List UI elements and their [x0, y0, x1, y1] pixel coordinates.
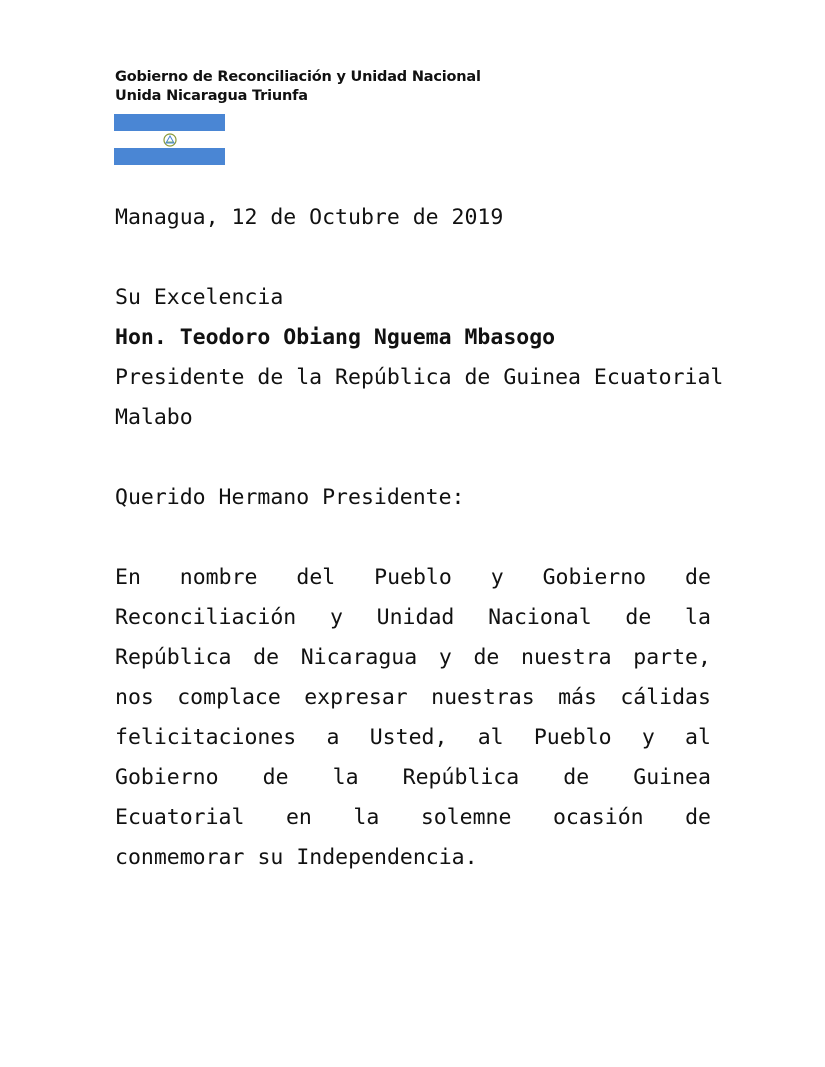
letter-date	[115, 198, 711, 238]
paragraph-word: nuestras	[431, 685, 535, 710]
paragraph-line	[115, 598, 711, 638]
paragraph-word: nuestra	[521, 645, 612, 670]
recipient-city: Malabo	[115, 405, 193, 430]
letterhead-government-name: Gobierno de Reconciliación y Unidad Nacional	[115, 69, 481, 85]
paragraph-word: nos	[115, 685, 154, 710]
paragraph-word: nombre	[179, 565, 258, 590]
paragraph-word: y	[329, 605, 343, 630]
paragraph-word: Guinea	[633, 765, 711, 790]
paragraph-word: parte,	[633, 645, 711, 670]
letterhead-slogan: Unida Nicaragua Triunfa	[115, 88, 308, 104]
paragraph-line	[115, 838, 711, 878]
paragraph-word: expresar	[304, 685, 408, 710]
flag-top-band	[114, 114, 225, 131]
paragraph-word: En	[115, 565, 141, 590]
recipient-block	[115, 278, 724, 438]
letter-body-paragraph	[115, 558, 711, 878]
paragraph-word: Gobierno	[115, 765, 219, 790]
paragraph-word: al	[477, 725, 504, 750]
paragraph-word: Independencia.	[296, 845, 478, 870]
paragraph-word: a	[326, 725, 340, 750]
nicaragua-flag	[114, 114, 225, 165]
flag-bottom-band	[114, 148, 225, 165]
paragraph-word: Nacional	[488, 605, 592, 630]
recipient-title: Presidente de la República de Guinea Ecuatorial	[115, 365, 724, 390]
paragraph-word: del	[296, 565, 336, 590]
recipient-honorific: Su Excelencia	[115, 285, 284, 310]
paragraph-word: al	[685, 725, 711, 750]
paragraph-word: Gobierno	[542, 565, 647, 590]
paragraph-word: Ecuatorial	[115, 805, 245, 830]
paragraph-word: República	[115, 645, 232, 670]
letterhead	[115, 68, 481, 106]
paragraph-word: de	[253, 645, 280, 670]
paragraph-line	[115, 638, 711, 678]
paragraph-word: de	[625, 605, 652, 630]
date-line: Managua, 12 de Octubre de 2019	[115, 205, 504, 230]
paragraph-word: solemne	[420, 805, 512, 830]
salutation-line: Querido Hermano Presidente:	[115, 485, 465, 510]
paragraph-word: ocasión	[552, 805, 644, 830]
paragraph-word: de	[685, 805, 711, 830]
paragraph-word: conmemorar	[115, 845, 245, 870]
paragraph-line	[115, 718, 711, 758]
paragraph-word: República	[402, 765, 520, 790]
paragraph-word: su	[257, 845, 284, 870]
paragraph-word: Usted,	[369, 725, 448, 750]
paragraph-word: en	[285, 805, 312, 830]
recipient-name: Hon. Teodoro Obiang Nguema Mbasogo	[115, 325, 556, 350]
paragraph-word: la	[332, 765, 359, 790]
paragraph-word: Pueblo	[374, 565, 452, 590]
paragraph-word: y	[641, 725, 655, 750]
paragraph-line	[115, 798, 711, 838]
paragraph-word: complace	[177, 685, 281, 710]
paragraph-word: y	[490, 565, 504, 590]
paragraph-word: Nicaragua	[300, 645, 418, 670]
paragraph-word: más	[558, 685, 597, 710]
paragraph-line	[115, 678, 711, 718]
paragraph-word: felicitaciones	[115, 725, 297, 750]
paragraph-word: de	[262, 765, 289, 790]
paragraph-word: Unidad	[376, 605, 455, 630]
paragraph-word: y	[438, 645, 452, 670]
paragraph-word: de	[563, 765, 590, 790]
paragraph-line	[115, 558, 711, 598]
paragraph-word: Pueblo	[533, 725, 612, 750]
paragraph-word: cálidas	[620, 685, 711, 710]
paragraph-line	[115, 758, 711, 798]
salutation	[115, 478, 711, 518]
paragraph-word: de	[473, 645, 500, 670]
paragraph-word: la	[353, 805, 380, 830]
paragraph-word: de	[685, 565, 711, 590]
paragraph-word: la	[685, 605, 711, 630]
nicaragua-coat-of-arms-icon	[163, 133, 177, 147]
paragraph-word: Reconciliación	[115, 605, 297, 630]
